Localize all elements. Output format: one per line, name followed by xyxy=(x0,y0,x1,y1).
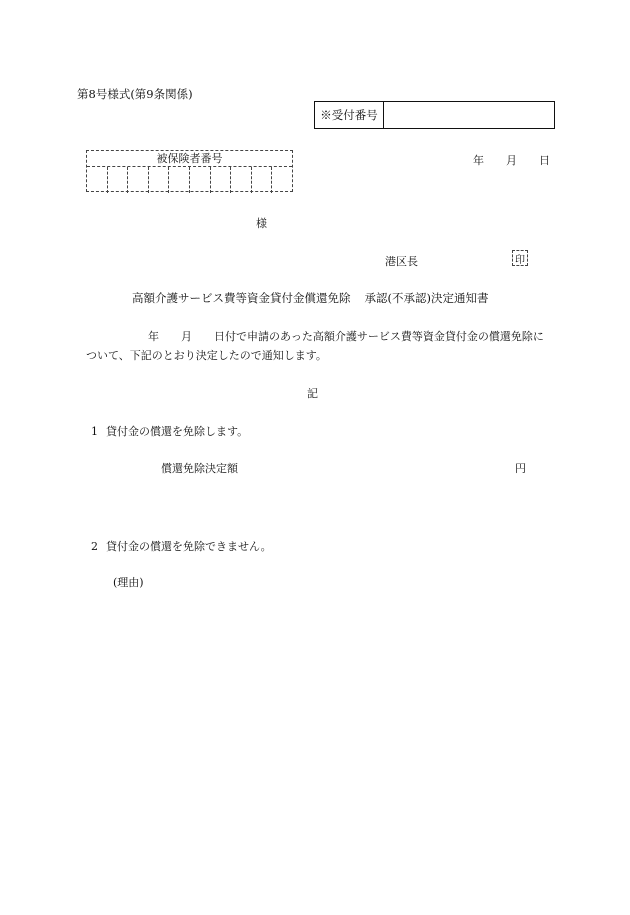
insured-number-digit-cell[interactable] xyxy=(190,167,211,193)
body-year-label: 年 xyxy=(148,330,159,343)
item-1-number: 1 xyxy=(91,425,98,438)
insured-number-digit-cell[interactable] xyxy=(272,167,292,193)
item-1 xyxy=(91,423,248,439)
date-year-label: 年 xyxy=(473,154,484,167)
exemption-amount-label: 償還免除決定額 xyxy=(161,462,238,475)
insured-number-digit-cell[interactable] xyxy=(252,167,273,193)
insured-number-digits xyxy=(87,167,292,193)
item-2-text: 貸付金の償還を免除できません。 xyxy=(106,540,272,553)
insured-number-box xyxy=(86,150,293,192)
issue-date xyxy=(451,152,550,168)
insured-number-digit-cell[interactable] xyxy=(108,167,129,193)
insured-number-digit-cell[interactable] xyxy=(128,167,149,193)
item-2-number: 2 xyxy=(91,540,98,553)
form-number: 第8号様式(第9条関係) xyxy=(77,87,193,101)
insured-number-digit-cell[interactable] xyxy=(231,167,252,193)
document-title-part1: 高額介護サービス費等資金貸付金償還免除 xyxy=(132,291,351,305)
insured-number-digit-cell[interactable] xyxy=(87,167,108,193)
receipt-number-field[interactable] xyxy=(384,102,554,128)
receipt-number-box xyxy=(314,101,555,129)
item-2 xyxy=(91,538,272,554)
insured-number-digit-cell[interactable] xyxy=(169,167,190,193)
reason-label: (理由) xyxy=(113,576,144,589)
insured-number-digit-cell[interactable] xyxy=(149,167,170,193)
date-month-label: 月 xyxy=(506,154,517,167)
document-title-part2: 承認(不承認)決定通知書 xyxy=(364,291,489,305)
insured-number-digit-cell[interactable] xyxy=(211,167,232,193)
seal-mark: 印 xyxy=(512,250,528,266)
body-month-label: 月 xyxy=(181,330,192,343)
document-title xyxy=(132,290,488,306)
body-text: 日付で申請のあった高額介護サービス費等資金貸付金の償還免除について、下記のとおり決定したので通知します。 xyxy=(86,330,544,362)
date-day-label: 日 xyxy=(539,154,550,167)
exemption-amount-unit: 円 xyxy=(515,462,526,475)
receipt-number-label: ※受付番号 xyxy=(315,102,384,128)
insured-number-label: 被保険者番号 xyxy=(87,151,292,167)
item-1-text: 貸付金の償還を免除します。 xyxy=(106,425,249,438)
notice-body xyxy=(86,327,552,365)
issuer-title: 港区長 xyxy=(385,255,418,268)
ki-heading: 記 xyxy=(307,387,318,400)
recipient-suffix: 様 xyxy=(256,217,267,230)
